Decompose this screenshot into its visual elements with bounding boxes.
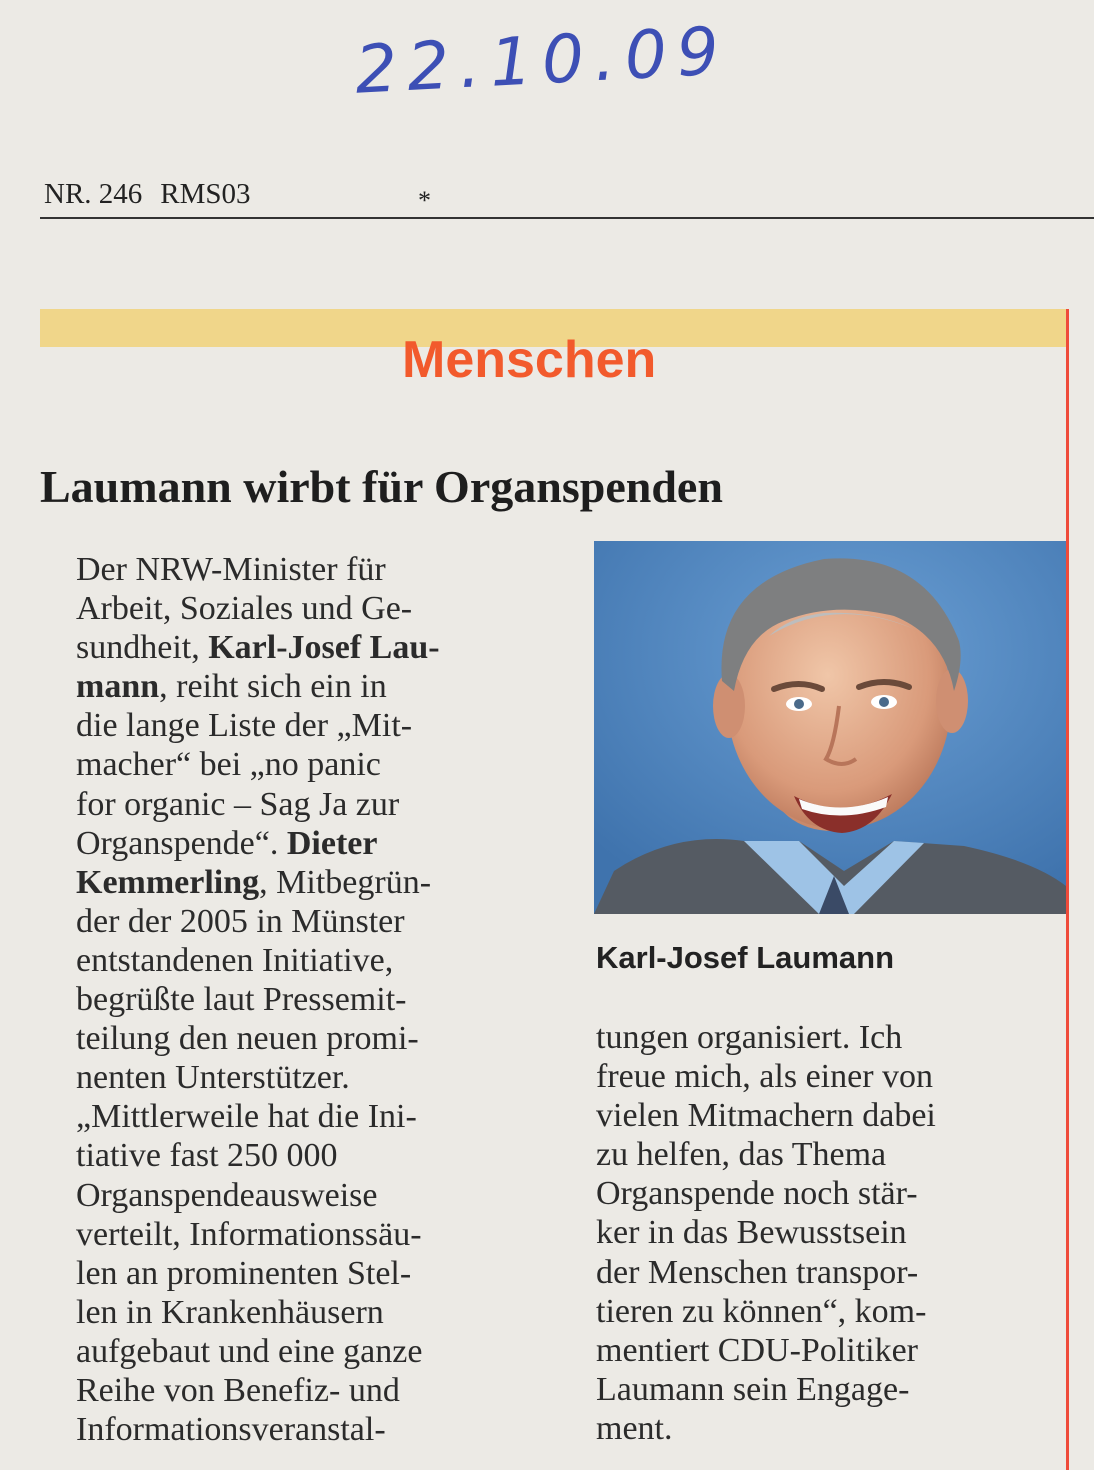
text-line: len an prominenten Stel- (76, 1254, 412, 1292)
text-line: for organic – Sag Ja zur (76, 785, 400, 823)
text-line (76, 863, 536, 902)
issue-number: NR. 246 (44, 178, 143, 210)
text-line: vielen Mitmachern dabei (596, 1097, 936, 1135)
text-line: Organspendeausweise (76, 1176, 378, 1214)
photo-caption: Karl-Josef Laumann (596, 940, 895, 975)
text-line: zu helfen, das Thema (596, 1136, 887, 1174)
text-line: tiative fast 250 000 (76, 1137, 338, 1175)
asterisk-mark: * (418, 186, 431, 215)
text-line: die lange Liste der „Mit- (76, 707, 413, 745)
text-segment: , reiht sich ein in (159, 668, 387, 706)
article-column-left (76, 550, 536, 1449)
text-line: mentiert CDU-Politiker (596, 1331, 919, 1369)
text-line (76, 628, 536, 667)
text-line: macher“ bei „no panic (76, 746, 381, 784)
text-line: Organspende noch stär- (596, 1175, 918, 1213)
text-segment: Organspende“. (76, 824, 287, 862)
text-line: nenten Unterstützer. (76, 1059, 350, 1097)
text-line: aufgebaut und eine ganze (76, 1332, 423, 1370)
text-line: der der 2005 in Münster (76, 902, 405, 940)
text-line: Der NRW-Minister für (76, 551, 386, 588)
text-line: Informationsveranstal- (76, 1411, 386, 1449)
person-name-bold: mann (76, 668, 160, 706)
person-name-bold: Karl-Josef Lau- (208, 629, 440, 667)
person-name-bold: Kemmerling (76, 863, 260, 901)
section-frame-line (1066, 309, 1069, 1470)
text-line: Reihe von Benefiz- und (76, 1371, 400, 1409)
portrait-illustration (594, 541, 1066, 914)
text-line: begrüßte laut Pressemit- (76, 981, 407, 1019)
text-line: Laumann sein Engage- (596, 1370, 910, 1408)
text-line: entstandenen Initiative, (76, 941, 394, 979)
person-name-bold: Dieter (286, 824, 378, 862)
header-rule (40, 217, 1094, 219)
text-line: ment. (596, 1409, 673, 1447)
issue-line (44, 178, 269, 211)
edition-code: RMS03 (160, 178, 251, 210)
text-line (76, 667, 536, 706)
article-headline: Laumann wirbt für Organspenden (40, 461, 723, 512)
text-segment: sundheit, (76, 629, 209, 667)
text-line (76, 824, 536, 863)
section-title: Menschen (402, 331, 657, 389)
text-line: len in Krankenhäusern (76, 1293, 384, 1331)
text-line: tieren zu können“, kom- (596, 1292, 927, 1330)
text-line: Arbeit, Soziales und Ge- (76, 590, 413, 628)
text-line: tungen organisiert. Ich (596, 1019, 903, 1056)
article-column-right (596, 1018, 1036, 1448)
portrait-photo (594, 541, 1066, 914)
text-line: „Mittlerweile hat die Ini- (76, 1098, 417, 1136)
text-segment: , Mitbegrün- (259, 863, 432, 901)
text-line: freue mich, als einer von (596, 1058, 934, 1096)
text-line: der Menschen transpor- (596, 1253, 919, 1291)
text-line: ker in das Bewusstsein (596, 1214, 907, 1252)
text-line: verteilt, Informationssäu- (76, 1215, 422, 1253)
handwritten-date-stamp: 22.10.09 (353, 12, 731, 109)
text-line: teilung den neuen promi- (76, 1020, 419, 1058)
